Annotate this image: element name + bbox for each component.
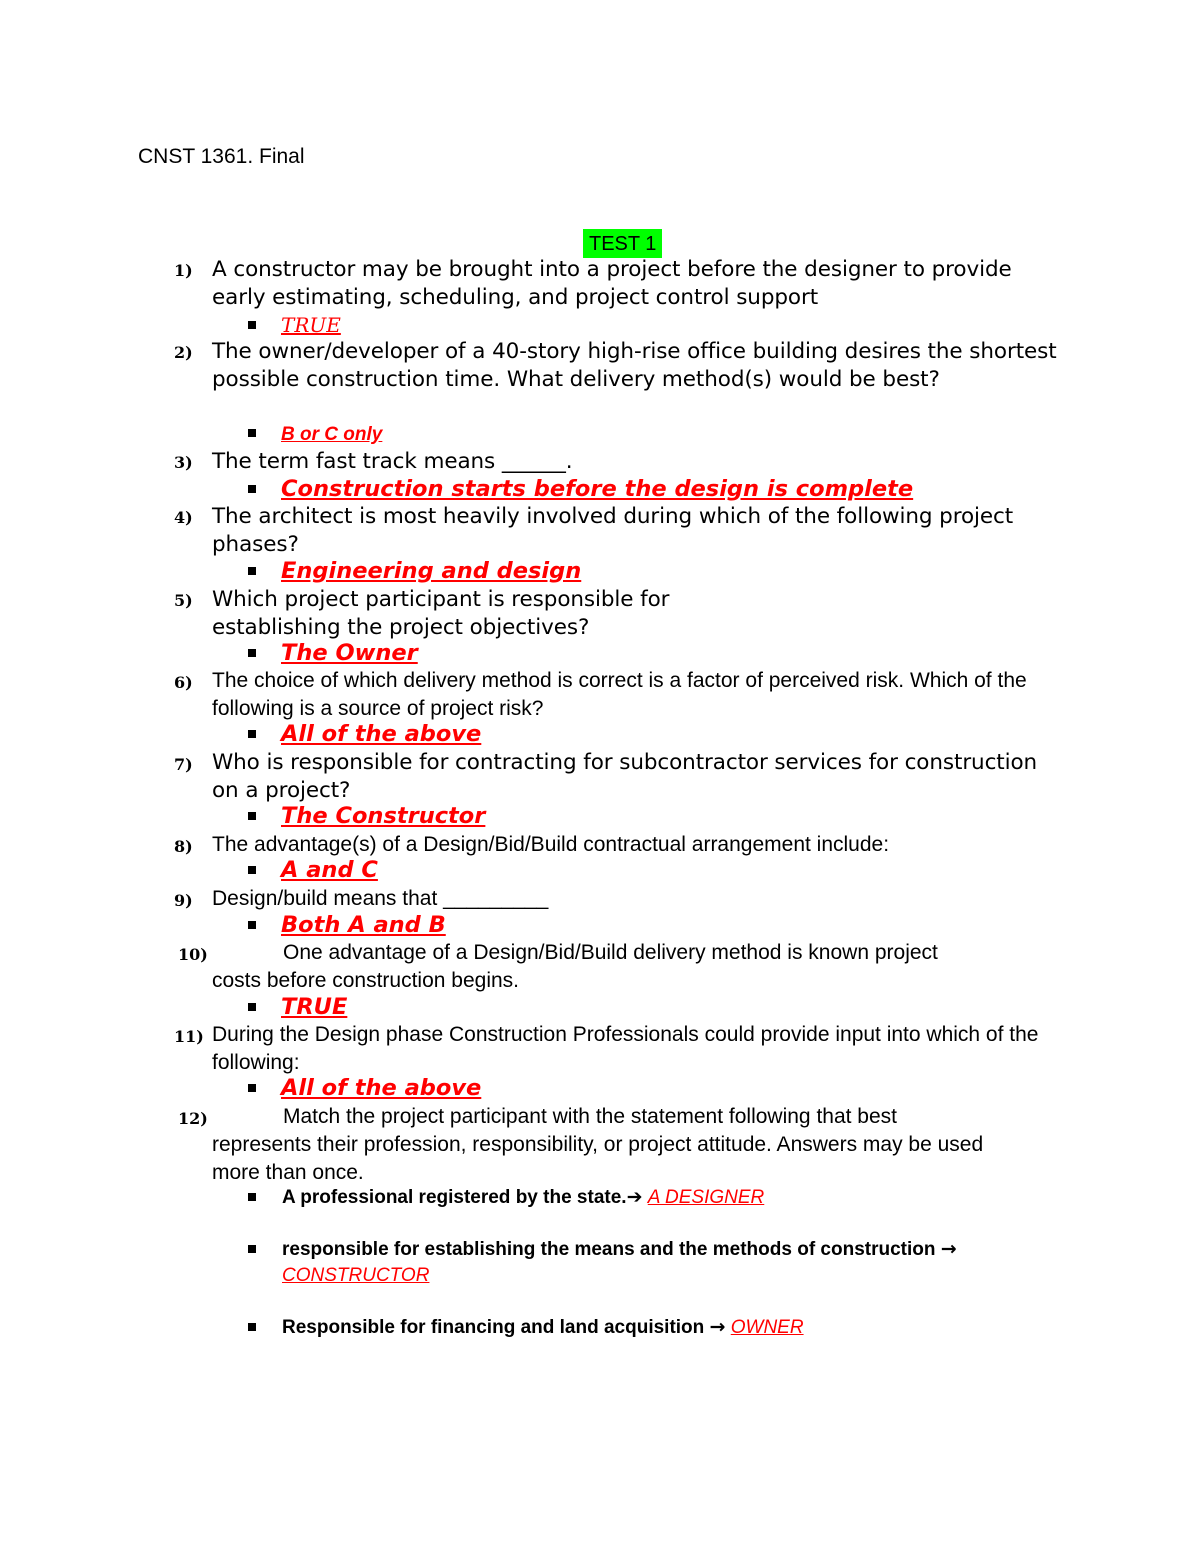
question-text-line-2: represents their profession, responsibility, or project attitude. Answers may be used more than once. bbox=[212, 1133, 984, 1184]
match-answer: CONSTRUCTOR bbox=[282, 1265, 430, 1286]
question-text: During the Design phase Construction Professionals could provide input into which of the following: bbox=[212, 1023, 1039, 1074]
question-text-line-1: One advantage of a Design/Bid/Build delivery method is known project bbox=[283, 941, 938, 964]
answer-text: All of the above bbox=[281, 721, 482, 747]
answer-text: The Constructor bbox=[281, 803, 486, 829]
bullet-icon bbox=[248, 1323, 256, 1331]
arrow-right-icon: ➔ bbox=[626, 1186, 643, 1208]
bullet-icon bbox=[248, 429, 256, 437]
question-number: 12) bbox=[178, 1109, 208, 1128]
match-answer: A DESIGNER bbox=[647, 1187, 765, 1208]
bullet-icon bbox=[248, 321, 256, 329]
question-number: 4) bbox=[174, 508, 193, 527]
question-text-line-2: costs before construction begins. bbox=[212, 969, 520, 992]
answer bbox=[248, 424, 1048, 446]
section-heading-test-1: TEST 1 bbox=[583, 229, 662, 258]
match-text bbox=[282, 1236, 1082, 1289]
match-statement: responsible for establishing the means and the methods of construction bbox=[282, 1239, 936, 1260]
bullet-icon bbox=[248, 485, 256, 493]
bullet-icon bbox=[248, 649, 256, 657]
bullet-icon bbox=[248, 1003, 256, 1011]
bullet-icon bbox=[248, 567, 256, 575]
question-text: Who is responsible for contracting for subcontractor services for construction on a project? bbox=[212, 750, 1038, 803]
bullet-icon bbox=[248, 1084, 256, 1092]
match-answer: OWNER bbox=[730, 1317, 804, 1338]
match-statement: Responsible for financing and land acquisition bbox=[282, 1317, 705, 1338]
answer bbox=[248, 721, 1048, 747]
question-number: 3) bbox=[174, 453, 193, 472]
answer-text: Engineering and design bbox=[281, 558, 582, 584]
question-number: 11) bbox=[174, 1027, 204, 1046]
answer bbox=[248, 803, 1048, 829]
arrow-right-icon: → bbox=[940, 1238, 957, 1260]
question-text-line-2: establishing the project objectives? bbox=[212, 614, 590, 640]
answer-text: A and C bbox=[281, 857, 378, 883]
answer-text: TRUE bbox=[281, 994, 348, 1020]
bullet-icon bbox=[248, 812, 256, 820]
question-text: Design/build means that _________ bbox=[212, 887, 549, 910]
question-number: 1) bbox=[174, 261, 193, 280]
bullet-icon bbox=[248, 921, 256, 929]
question-text-line-1: Match the project participant with the statement following that best bbox=[283, 1105, 897, 1128]
question-text: The choice of which delivery method is correct is a factor of perceived risk. Which of the following is a source of project risk? bbox=[212, 669, 1027, 720]
answer bbox=[248, 558, 1048, 584]
match-statement: A professional registered by the state. bbox=[282, 1187, 627, 1208]
answer bbox=[248, 1075, 1048, 1101]
question-text: The term fast track means ______. bbox=[212, 449, 573, 474]
bullet-icon bbox=[248, 866, 256, 874]
answer bbox=[248, 994, 1048, 1020]
question-text: The architect is most heavily involved during which of the following project phases? bbox=[212, 504, 1014, 557]
match-text bbox=[282, 1314, 1082, 1341]
question-text: The owner/developer of a 40-story high-rise office building desires the shortest possible construction time. What delivery method(s) would be best? bbox=[212, 339, 1057, 392]
question-text-line-1: Which project participant is responsible for bbox=[212, 587, 670, 612]
question-number: 2) bbox=[174, 343, 193, 362]
answer bbox=[248, 857, 1048, 883]
question-number: 10) bbox=[178, 945, 208, 964]
question-text bbox=[212, 586, 1062, 641]
question-number: 5) bbox=[174, 591, 193, 610]
answer-text: Construction starts before the design is complete bbox=[281, 476, 914, 502]
question-text bbox=[212, 939, 1062, 995]
question-number: 9) bbox=[174, 891, 193, 910]
bullet-icon bbox=[248, 1245, 256, 1253]
match-text bbox=[282, 1184, 1082, 1211]
answer-text: Both A and B bbox=[281, 912, 446, 938]
question-text bbox=[212, 1103, 1032, 1187]
answer bbox=[248, 912, 1048, 938]
answer bbox=[248, 313, 1048, 337]
question-text: A constructor may be brought into a project before the designer to provide early estimating, scheduling, and project control support bbox=[212, 257, 1012, 310]
question-number: 6) bbox=[174, 673, 193, 692]
answer bbox=[248, 640, 1048, 666]
answer-text: All of the above bbox=[281, 1075, 482, 1101]
question-number: 8) bbox=[174, 837, 193, 856]
arrow-right-icon: → bbox=[709, 1316, 726, 1338]
answer-text: The Owner bbox=[281, 640, 418, 666]
answer-text: B or C only bbox=[281, 424, 383, 445]
answer-text: TRUE bbox=[281, 313, 341, 337]
question-number: 7) bbox=[174, 755, 193, 774]
bullet-icon bbox=[248, 730, 256, 738]
answer bbox=[248, 476, 1048, 502]
document-title: CNST 1361. Final bbox=[138, 145, 305, 168]
question-text: The advantage(s) of a Design/Bid/Build contractual arrangement include: bbox=[212, 833, 890, 856]
bullet-icon bbox=[248, 1193, 256, 1201]
